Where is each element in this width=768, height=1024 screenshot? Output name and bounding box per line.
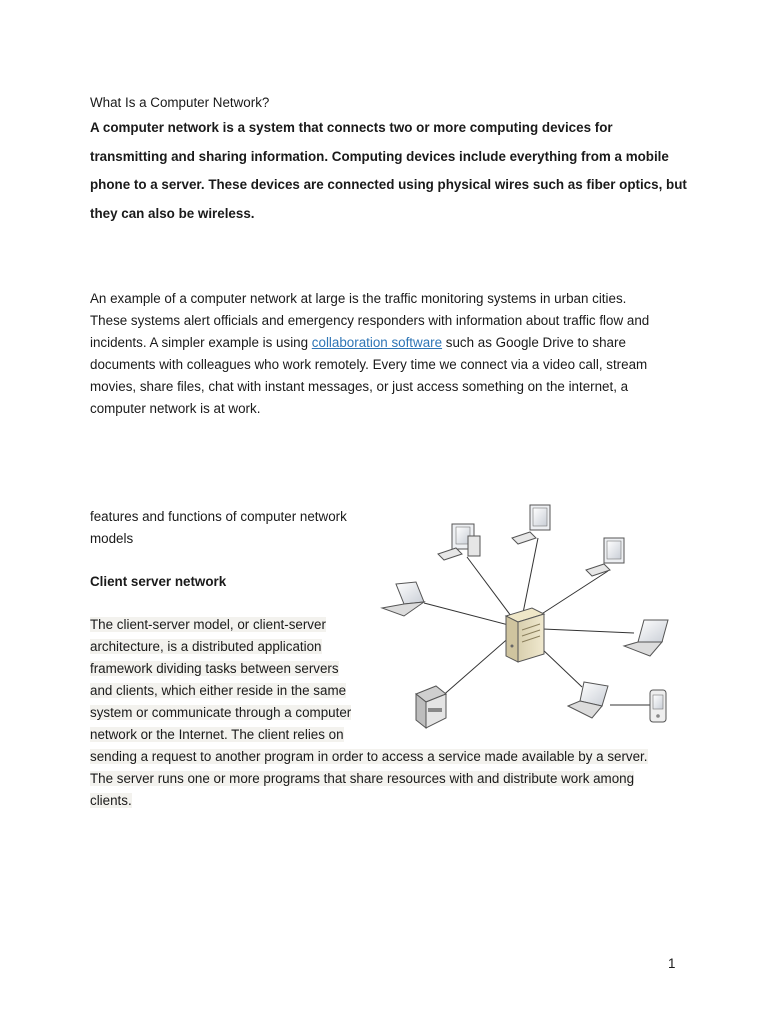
laptop-bottom-icon [568,682,608,718]
example-text: incidents. A simpler example is using [90,335,312,350]
client-server-line: framework dividing tasks between servers [90,661,339,676]
desktop-computer-icon [438,524,480,560]
client-server-line: system or communicate through a computer [90,705,352,720]
example-paragraph [90,288,649,420]
intro-line: A computer network is a system that connects two or more computing devices for [90,120,613,135]
network-diagram [372,496,676,736]
laptop-left-icon [382,582,424,616]
features-line: features and functions of computer network [90,509,347,524]
client-server-heading: Client server network [90,574,227,589]
example-line [90,332,649,354]
client-server-line: network or the Internet. The client relies on [90,727,344,742]
intro-line: they can also be wireless. [90,206,255,222]
features-heading [90,506,347,550]
example-line: computer network is at work. [90,401,261,416]
intro-line: phone to a server. These devices are connected using physical wires such as fiber optics, but [90,177,687,193]
example-line: An example of a computer network at large is the traffic monitoring systems in urban cities. [90,291,627,306]
client-server-line: architecture, is a distributed application [90,639,322,654]
monitor-right-icon [586,538,624,576]
example-line: movies, share files, chat with instant messages, or just access something on the internet, a [90,379,629,394]
client-server-line: The server runs one or more programs that share resources with and distribute work among [90,771,635,786]
printer-icon [416,686,446,728]
collaboration-software-link[interactable]: collaboration software [311,335,443,350]
client-server-line: clients. [90,793,132,808]
mobile-phone-icon [650,690,666,722]
server-icon [506,608,544,662]
client-server-line: The client-server model, or client-server [90,617,326,632]
example-line: These systems alert officials and emergency responders with information about traffic flow and [90,313,650,328]
intro-paragraph [90,114,687,229]
page-title: What Is a Computer Network? [90,95,270,110]
laptop-right-icon [624,620,668,656]
client-server-line: sending a request to another program in order to access a service made available by a server. [90,749,648,764]
example-line: documents with colleagues who work remotely. Every time we connect via a video call, stream [90,357,648,372]
features-line: models [90,531,134,546]
intro-line: transmitting and sharing information. Computing devices include everything from a mobile [90,148,669,164]
page-number: 1 [668,956,676,971]
client-server-line: and clients, which either reside in the same [90,683,347,698]
example-text: such as Google Drive to share [442,335,626,350]
monitor-top-icon [512,505,550,544]
